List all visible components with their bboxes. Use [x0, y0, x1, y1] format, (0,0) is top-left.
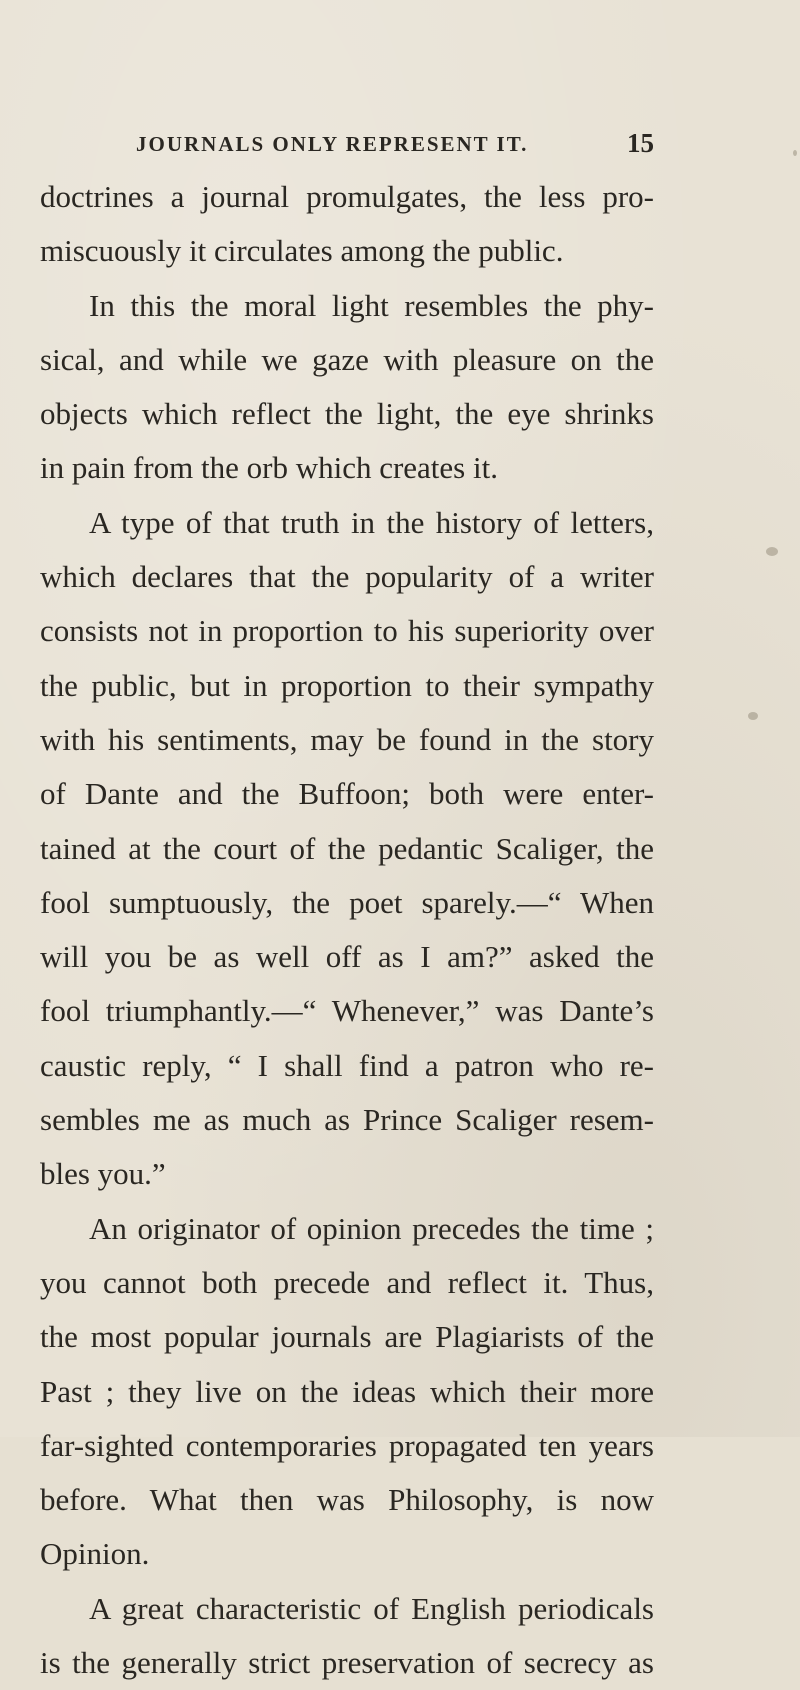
body-text — [40, 170, 654, 1690]
text-line: tained at the court of the pedantic Scaliger, the — [40, 830, 654, 866]
text-line: which declares that the popularity of a writer — [40, 559, 654, 595]
text-line: fool sumptuously, the poet sparely.—“ When — [40, 884, 654, 920]
text-line: sical, and while we gaze with pleasure on the — [40, 341, 654, 377]
text-line: A great characteristic of English periodicals — [89, 1590, 654, 1626]
text-line: you cannot both precede and reflect it. Thus, — [40, 1264, 654, 1300]
text-line: In this the moral light resembles the phy- — [89, 287, 654, 323]
text-line: objects which reflect the light, the eye shrinks — [40, 396, 654, 432]
text-line: with his sentiments, may be found in the story — [40, 721, 654, 757]
text-line: the most popular journals are Plagiarists of the — [40, 1319, 654, 1355]
text-line: consists not in proportion to his superiority over — [40, 613, 654, 649]
text-line: caustic reply, “ I shall find a patron who re- — [40, 1047, 654, 1083]
text-line: doctrines a journal promulgates, the less pro- — [40, 179, 654, 214]
text-line: sembles me as much as Prince Scaliger resem- — [40, 1102, 654, 1138]
page-number: 15 — [627, 128, 654, 158]
text-line: before. What then was Philosophy, is now — [40, 1482, 654, 1518]
running-title: JOURNALS ONLY REPRESENT IT. — [136, 132, 529, 156]
text-line: far-sighted contemporaries propagated ten years — [40, 1427, 654, 1463]
paper-speck — [793, 150, 797, 156]
text-line: the public, but in proportion to their sympathy — [40, 667, 654, 703]
text-line: is the generally strict preservation of secrecy as — [40, 1645, 654, 1681]
text-line: An originator of opinion precedes the time ; — [89, 1210, 654, 1246]
text-line: in pain from the orb which creates it. — [40, 450, 498, 486]
text-line: bles you.” — [40, 1156, 166, 1192]
text-line: miscuously it circulates among the public. — [40, 233, 564, 269]
text-line: Opinion. — [40, 1536, 150, 1572]
running-head — [136, 128, 654, 162]
paper-speck — [748, 712, 758, 720]
text-line: A type of that truth in the history of letters, — [89, 504, 654, 540]
paper-speck — [766, 547, 778, 556]
text-line: fool triumphantly.—“ Whenever,” was Dante’s — [40, 993, 654, 1029]
text-line: Past ; they live on the ideas which their more — [40, 1373, 654, 1409]
text-line: will you be as well off as I am?” asked the — [40, 939, 654, 975]
text-line: of Dante and the Buffoon; both were enter- — [40, 776, 654, 812]
